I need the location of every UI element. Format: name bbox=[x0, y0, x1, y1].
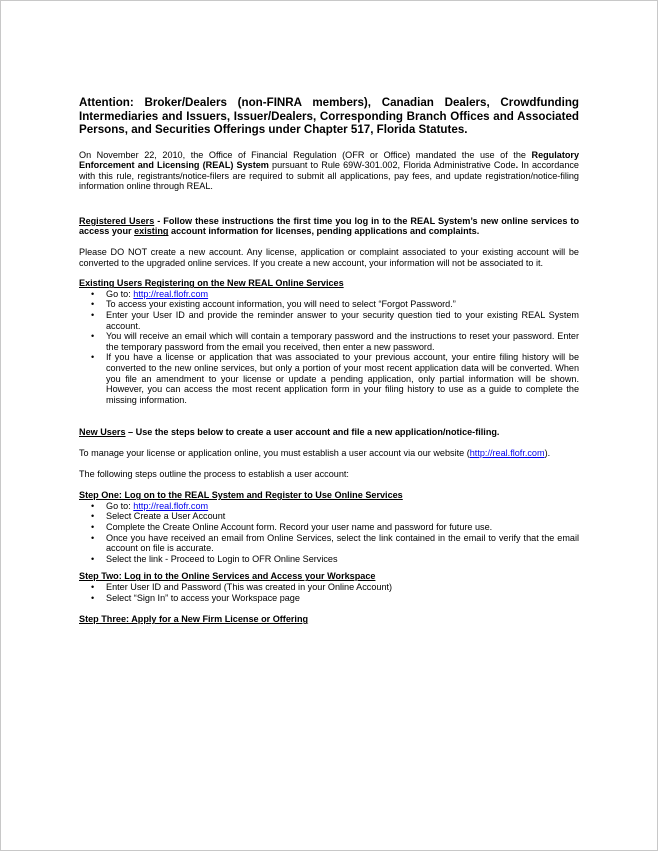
list-item-text: Select “Sign In” to access your Workspace page bbox=[106, 592, 300, 603]
intro-paragraph bbox=[79, 150, 579, 192]
existing-users-list bbox=[79, 289, 579, 406]
list-item bbox=[91, 521, 579, 533]
step-two-list bbox=[79, 582, 579, 603]
list-item-text: Enter your User ID and provide the reminder answer to your security question tied to your existing REAL System account. bbox=[106, 310, 579, 331]
manage-text-2: ). bbox=[544, 447, 551, 458]
bullet-icon: • bbox=[91, 331, 95, 342]
step-two-heading: Step Two: Log in to the Online Services and Access your Workspace bbox=[79, 571, 376, 582]
registered-users-text-1: - Follow these instructions the first time you log in to the REAL System’s new online services to access your bbox=[79, 215, 579, 237]
list-item bbox=[91, 288, 579, 300]
real-link[interactable]: http://real.flofr.com bbox=[133, 288, 209, 299]
bullet-icon: • bbox=[91, 592, 95, 603]
list-item-text: Select Create a User Account bbox=[106, 511, 226, 522]
registered-users-heading bbox=[79, 216, 579, 237]
list-item bbox=[91, 331, 579, 352]
list-item-text: Complete the Create Online Account form. Record your user name and password for future use. bbox=[106, 521, 493, 532]
goto-text: Go to: bbox=[106, 288, 134, 299]
real-link[interactable]: http://real.flofr.com bbox=[469, 447, 545, 458]
intro-bold-dot: . bbox=[515, 160, 519, 171]
list-item bbox=[91, 299, 579, 310]
new-users-heading bbox=[79, 427, 579, 438]
list-item-text: Enter User ID and Password (This was created in your Online Account) bbox=[106, 581, 393, 592]
list-item bbox=[91, 352, 579, 405]
document-body bbox=[79, 96, 579, 625]
intro-text-3: In accordance with this rule, registrants/notice-filers are required to submit all applications, pay fees, and update registration/notice-filing information online through REAL. bbox=[79, 160, 579, 192]
list-item bbox=[91, 553, 579, 565]
bullet-icon: • bbox=[91, 553, 95, 564]
registered-users-text-2: account information for licenses, pending applications and complaints. bbox=[168, 226, 480, 237]
list-item-text: You will receive an email which will contain a temporary password and the instructions to reset your password. Enter the temporary password from the email you received, then enter a new password. bbox=[106, 331, 579, 352]
bullet-icon: • bbox=[91, 511, 95, 522]
new-users-label: New Users bbox=[79, 427, 126, 438]
new-users-text: – Use the steps below to create a user account and file a new application/notice-filing. bbox=[125, 427, 500, 438]
list-item-text: Select the link - Proceed to Login to OFR Online Services bbox=[106, 553, 338, 564]
list-item-text: If you have a license or application that was associated to your previous account, your entire filing history will be converted to the new online services, but only a portion of your most recent application data will be converted. When you file an amendment to your license or update a pending application, only partial information will be shown. However, you can access the most recent application form in your filing history to use as a guide to complete the missing information. bbox=[106, 352, 579, 405]
registered-users-existing: existing bbox=[134, 226, 169, 237]
manage-online-paragraph bbox=[79, 448, 579, 459]
real-link[interactable]: http://real.flofr.com bbox=[133, 500, 209, 511]
step-one-list bbox=[79, 501, 579, 565]
steps-intro: The following steps outline the process to establish a user account: bbox=[79, 468, 349, 479]
do-not-create-note: Please DO NOT create a new account. Any license, application or complaint associated to your existing account will be converted to the upgraded online services. If you create a new account, your information will not be associated to it. bbox=[79, 247, 579, 268]
list-item-text: To access your existing account information, you will need to select “Forgot Password.” bbox=[106, 299, 456, 310]
manage-text-1: To manage your license or application online, you must establish a user account via our website ( bbox=[79, 447, 470, 458]
bullet-icon: • bbox=[91, 521, 95, 532]
list-item bbox=[91, 581, 579, 593]
intro-bold-system: Regulatory Enforcement and Licensing (REAL) System bbox=[79, 149, 579, 171]
bullet-icon: • bbox=[91, 352, 95, 363]
existing-users-heading: Existing Users Registering on the New REAL Online Services bbox=[79, 278, 344, 289]
list-item bbox=[91, 511, 579, 522]
list-item bbox=[91, 500, 579, 512]
intro-text-2: pursuant to Rule 69W-301.002, Florida Administrative Code bbox=[268, 160, 516, 171]
bullet-icon: • bbox=[91, 532, 95, 543]
registered-users-label: Registered Users bbox=[79, 215, 155, 226]
bullet-icon: • bbox=[91, 581, 95, 592]
list-item bbox=[91, 592, 579, 604]
bullet-icon: • bbox=[91, 299, 95, 310]
list-item bbox=[91, 310, 579, 331]
bullet-icon: • bbox=[91, 310, 95, 321]
goto-text: Go to: bbox=[106, 500, 134, 511]
bullet-icon: • bbox=[91, 288, 95, 299]
step-one-heading: Step One: Log on to the REAL System and Register to Use Online Services bbox=[79, 490, 403, 501]
attention-title: Attention: Broker/Dealers (non-FINRA members), Canadian Dealers, Crowdfunding Intermediaries and Issuers, Issuer/Dealers, Corresponding Branch Offices and Associated Persons, and Securities Offerings under Chapter 517, Florida Statutes. bbox=[79, 96, 579, 136]
list-item-text: Once you have received an email from Online Services, select the link contained in the email to verify that the email account on file is accurate. bbox=[106, 532, 579, 554]
step-three-heading: Step Three: Apply for a New Firm License or Offering bbox=[79, 614, 309, 625]
list-item bbox=[91, 532, 579, 554]
bullet-icon: • bbox=[91, 500, 95, 511]
intro-text-1: On November 22, 2010, the Office of Financial Regulation (OFR or Office) mandated the use of the bbox=[79, 149, 532, 160]
